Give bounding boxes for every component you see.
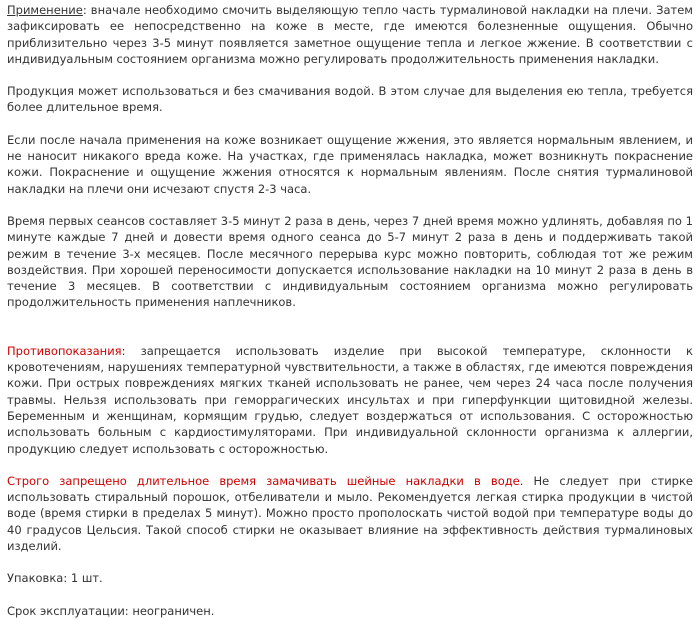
package-info: Упаковка: 1 шт. xyxy=(7,571,103,586)
washing-warning: Строго запрещено длительное время замачивать шейные накладки в воде xyxy=(7,473,520,488)
washing-text: . Не следует при стирке использовать стиральный порошок, отбеливатели и мыло. Рекомендуется легкая стирка продукции в чистой воде (время стирки в пределах 5 минут). Можно просто прополоскать чистой водой при температуре воды до 40 градусов Цельсия. Такой способ стирки не оказывает влияние на эффективность действия турмалиновых изделий. xyxy=(7,473,694,554)
burning-paragraph: Если после начала применения на коже возникает ощущение жжения, это является нормальным явлением, и не наносит никакого вреда коже. На участках, где применялась накладка, может возникнуть покраснение кожи. Покраснение и ощущение жжения относятся к нормальным явлениям. После снятия турмалиновой накладки на плечи они исчезают спустя 2-3 часа. xyxy=(7,132,693,196)
lifetime-info: Срок эксплуатации: неограничен. xyxy=(7,603,215,618)
application-text: : вначале необходимо смочить выделяющую тепло часть турмалиновой накладки на плечи. Затем зафиксировать ее непосредственно на коже в месте, где имеются болезненные ощущения. Обычно приблизительно через 3-5 минут появляется заметное ощущение тепла и легкое жжение. В соответствии с индивидуальным состоянием организма можно регулировать продолжительность применения накладки. xyxy=(7,3,693,66)
product-description xyxy=(7,2,693,619)
contraindications-text: : запрещается использовать изделие при высокой температуре, склонности к кровотечениям, нарушениях температурной чувствительности, а также в областях, где имеются повреждения кожи. При острых повреждениях мягких тканей использовать не ранее, чем через 24 часа после получения травмы. Нельзя использовать при геморрагических инсультах и при гиперфункции щитовидной железы. Беременным и женщинам, кормящим грудью, следует воздержаться от использования. С осторожностью использовать больным с кардиостимуляторами. При индивидуальной склонности организма к аллергии, продукцию следует использовать с осторожностью. xyxy=(7,343,693,456)
application-label: Применение xyxy=(7,3,83,17)
contraindications-label: Противопоказания xyxy=(7,343,122,358)
contraindications-paragraph xyxy=(7,343,693,457)
washing-paragraph xyxy=(7,473,693,554)
sessions-paragraph: Время первых сеансов составляет 3-5 минут 2 раза в день, через 7 дней время можно удлинять, добавляя по 1 минуте каждые 7 дней и довести время одного сеанса до 5-7 минут 2 раза в день и поддерживать такой режим в течение 3-х месяцев. После месячного перерыва курс можно повторить, соблюдая тот же режим воздействия. При хорошей переносимости допускается использование накладки на 10 минут 2 раза в день в течение 3 месяцев. В соответствии с индивидуальным состоянием организма можно регулировать продолжительность применения наплечников. xyxy=(7,213,693,310)
no-water-paragraph: Продукция может использоваться и без смачивания водой. В этом случае для выделения ею тепла, требуется более длительное время. xyxy=(7,84,693,115)
application-paragraph xyxy=(7,2,693,67)
